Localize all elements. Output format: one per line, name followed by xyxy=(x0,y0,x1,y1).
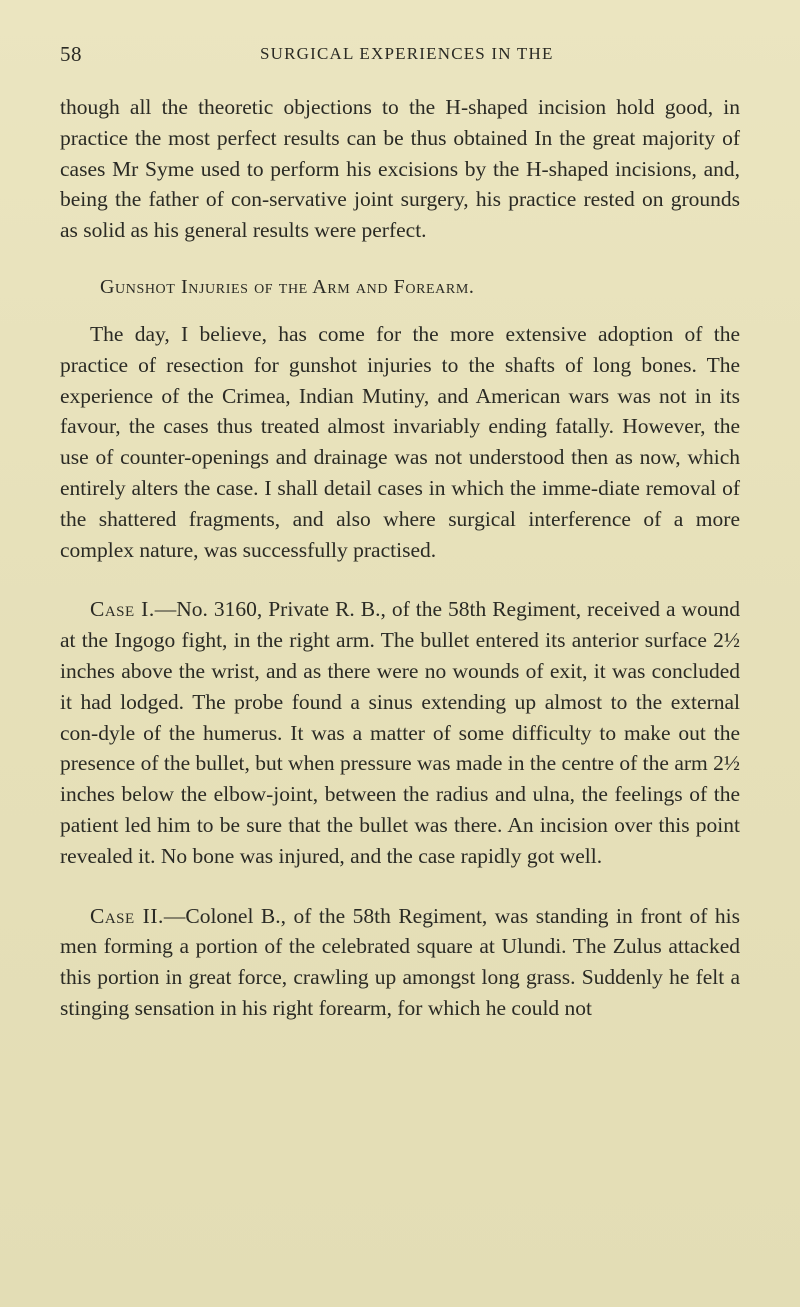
case-2-label: Case II. xyxy=(90,903,164,928)
body-text xyxy=(60,92,740,1024)
paragraph-case-1 xyxy=(60,594,740,871)
running-head: SURGICAL EXPERIENCES IN THE xyxy=(260,44,554,63)
paragraph-resection: The day, I believe, has come for the more extensive adoption of the practice of resection for gunshot injuries to the shafts of long bones. The experience of the Crimea, Indian Mutiny, and American wars was not in its favour, the cases thus treated almost invariably ending fatally. However, the use of counter-openings and drainage was not understood then as now, which entirely alters the case. I shall detail cases in which the imme-diate removal of the shattered fragments, and also where surgical interference of a more complex nature, was successfully practised. xyxy=(60,321,740,562)
section-heading: Gunshot Injuries of the Arm and Forearm. xyxy=(100,275,475,298)
case-1-text: —No. 3160, Private R. B., of the 58th Regiment, received a wound at the Ingogo fight, in the right arm. The bullet entered its anterior surface 2½ inches above the wrist, and as there were no wounds of exit, it was concluded it had lodged. The probe found a sinus extending up almost to the external con-dyle of the humerus. It was a matter of some difficulty to make out the presence of the bullet, but when pressure was made in the centre of the arm 2½ inches below the elbow-joint, between the radius and ulna, the feelings of the patient led him to be sure that the bullet was there. An incision over this point revealed it. No bone was injured, and the case rapidly got well. xyxy=(60,597,740,868)
page-header xyxy=(60,42,740,72)
page-number: 58 xyxy=(60,42,82,66)
case-2-text: —Colonel B., of the 58th Regiment, was standing in front of his men forming a portion of the celebrated square at Ulundi. The Zulus attacked this portion in great force, crawling up amongst long grass. Suddenly he felt a stinging sensation in his right forearm, for which he could not xyxy=(60,903,740,1020)
paragraph-intro: though all the theoretic objections to the H-shaped incision hold good, in practice the most perfect results can be thus obtained In the great majority of cases Mr Syme used to perform his excisions by the H-shaped incisions, and, being the father of con-servative joint surgery, his practice rested on grounds as solid as his general results were perfect. xyxy=(60,95,740,243)
paragraph-case-2 xyxy=(60,901,740,1024)
case-1-label: Case I. xyxy=(90,597,155,622)
